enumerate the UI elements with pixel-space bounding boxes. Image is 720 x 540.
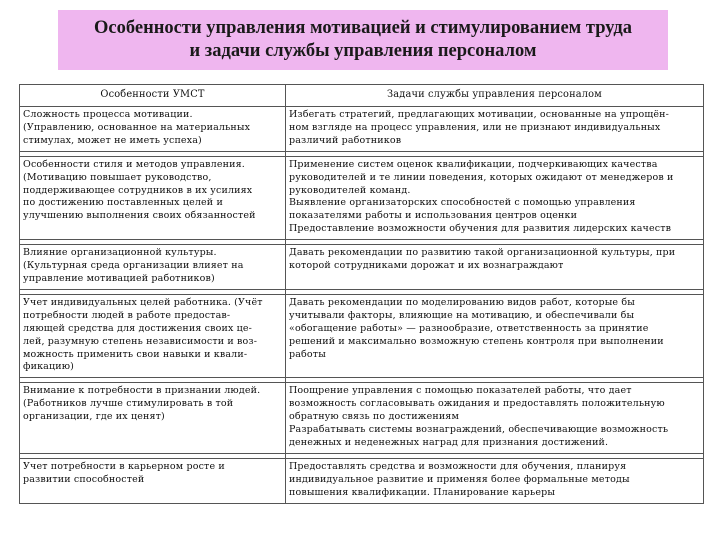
table-row	[20, 107, 704, 152]
cell-line: (Культурная среда организации влияет на	[23, 260, 244, 272]
feature-cell	[20, 245, 286, 290]
cell-line: которой сотрудниками дорожат и их вознаграждают	[289, 260, 564, 272]
title-line-1: Особенности управления мотивацией и стимулированием труда	[94, 18, 632, 38]
cell-line: «обогащение работы» — разнообразие, ответственность за принятие	[289, 322, 649, 334]
cell-line: повышения квалификации. Планирование карьеры	[289, 486, 556, 498]
table-row	[20, 294, 704, 377]
feature-cell	[20, 156, 286, 239]
cell-line: Избегать стратегий, предлагающих мотивации, основанные на упрощён-	[289, 109, 669, 120]
cell-line: руководителей и те линии поведения, которых ожидают от менеджеров и	[289, 171, 674, 183]
cell-line: Давать рекомендации по развитию такой организационной культуры, при	[289, 247, 676, 259]
cell-line: работы	[289, 348, 326, 360]
task-cell	[286, 245, 704, 290]
header-features: Особенности УМСТ	[20, 85, 286, 107]
feature-cell	[20, 383, 286, 454]
cell-line: ном взгляде на процесс управления, или не признают индивидуальных	[289, 121, 661, 133]
page-title	[94, 17, 632, 63]
cell-line: по достижению поставленных целей и	[23, 197, 223, 209]
feature-cell	[20, 107, 286, 152]
task-cell	[286, 107, 704, 152]
cell-line: развитии способностей	[23, 473, 145, 485]
cell-line: денежных и неденежных наград для признания достижений.	[289, 436, 609, 448]
cell-line: Влияние организационной культуры.	[23, 247, 217, 259]
table-body	[20, 107, 704, 504]
feature-cell	[20, 458, 286, 503]
cell-line: Разрабатывать системы вознаграждений, обеспечивающие возможность	[289, 424, 669, 436]
cell-line: Применение систем оценок квалификации, подчеркивающих качества	[289, 158, 658, 170]
cell-line: фикацию)	[23, 361, 74, 373]
title-line-2: и задачи службы управления персоналом	[189, 41, 537, 61]
cell-line: Предоставлять средства и возможности для обучения, планируя	[289, 460, 627, 472]
cell-line: показателями работы и использования центров оценки	[289, 210, 578, 222]
cell-line: лей, разумную степень независимости и воз-	[23, 335, 258, 347]
cell-line: Давать рекомендации по моделированию видов работ, которые бы	[289, 296, 635, 308]
cell-line: обратную связь по достижениям	[289, 411, 459, 423]
cell-line: управление мотивацией работников)	[23, 272, 215, 284]
cell-line: (Мотивацию повышает руководство,	[23, 171, 212, 183]
table-row	[20, 458, 704, 503]
cell-line: учитывали факторы, влияющие на мотивацию, и обеспечивали бы	[289, 309, 635, 321]
cell-line: стимулах, может не иметь успеха)	[23, 134, 202, 146]
task-cell	[286, 294, 704, 377]
cell-line: Особенности стиля и методов управления.	[23, 158, 245, 170]
cell-line: организации, где их ценят)	[23, 411, 165, 423]
task-cell	[286, 156, 704, 239]
cell-line: поддерживающее сотрудников в их усилиях	[23, 184, 253, 196]
task-cell	[286, 458, 704, 503]
cell-line: Учет потребности в карьерном росте и	[23, 460, 225, 472]
table-row	[20, 383, 704, 454]
cell-line: можность применить свои навыки и квали-	[23, 348, 248, 360]
cell-line: Предоставление возможности обучения для развития лидерских качеств	[289, 223, 672, 235]
cell-line: (Работников лучше стимулировать в той	[23, 398, 234, 410]
cell-line: Поощрение управления с помощью показателей работы, что дает	[289, 385, 632, 397]
cell-line: решений и максимально возможную степень контроля при выполнении	[289, 335, 664, 347]
cell-line: индивидуальное развитие и применяя более формальные методы	[289, 473, 630, 485]
header-tasks: Задачи службы управления персоналом	[286, 85, 704, 107]
cell-line: Внимание к потребности в признании людей.	[23, 385, 261, 397]
table-row	[20, 156, 704, 239]
cell-line: возможность согласовывать ожидания и предоставлять положительную	[289, 398, 665, 410]
cell-line: различий работников	[289, 134, 402, 146]
cell-line: (Управлению, основанное на материальных	[23, 121, 251, 133]
table-row	[20, 245, 704, 290]
title-banner	[58, 10, 668, 70]
cell-line: Учет индивидуальных целей работника. (Учёт	[23, 296, 263, 308]
cell-line: ляющей средства для достижения своих це-	[23, 322, 253, 334]
table-header-row	[20, 85, 704, 107]
cell-line: руководителей команд.	[289, 184, 411, 196]
cell-line: улучшению выполнения своих обязанностей	[23, 210, 256, 222]
cell-line: потребности людей в работе предостав-	[23, 309, 231, 321]
feature-cell	[20, 294, 286, 377]
cell-line: Сложность процесса мотивации.	[23, 109, 193, 120]
task-cell	[286, 383, 704, 454]
features-tasks-table	[19, 84, 704, 504]
cell-line: Выявление организаторских способностей с помощью управления	[289, 197, 636, 209]
